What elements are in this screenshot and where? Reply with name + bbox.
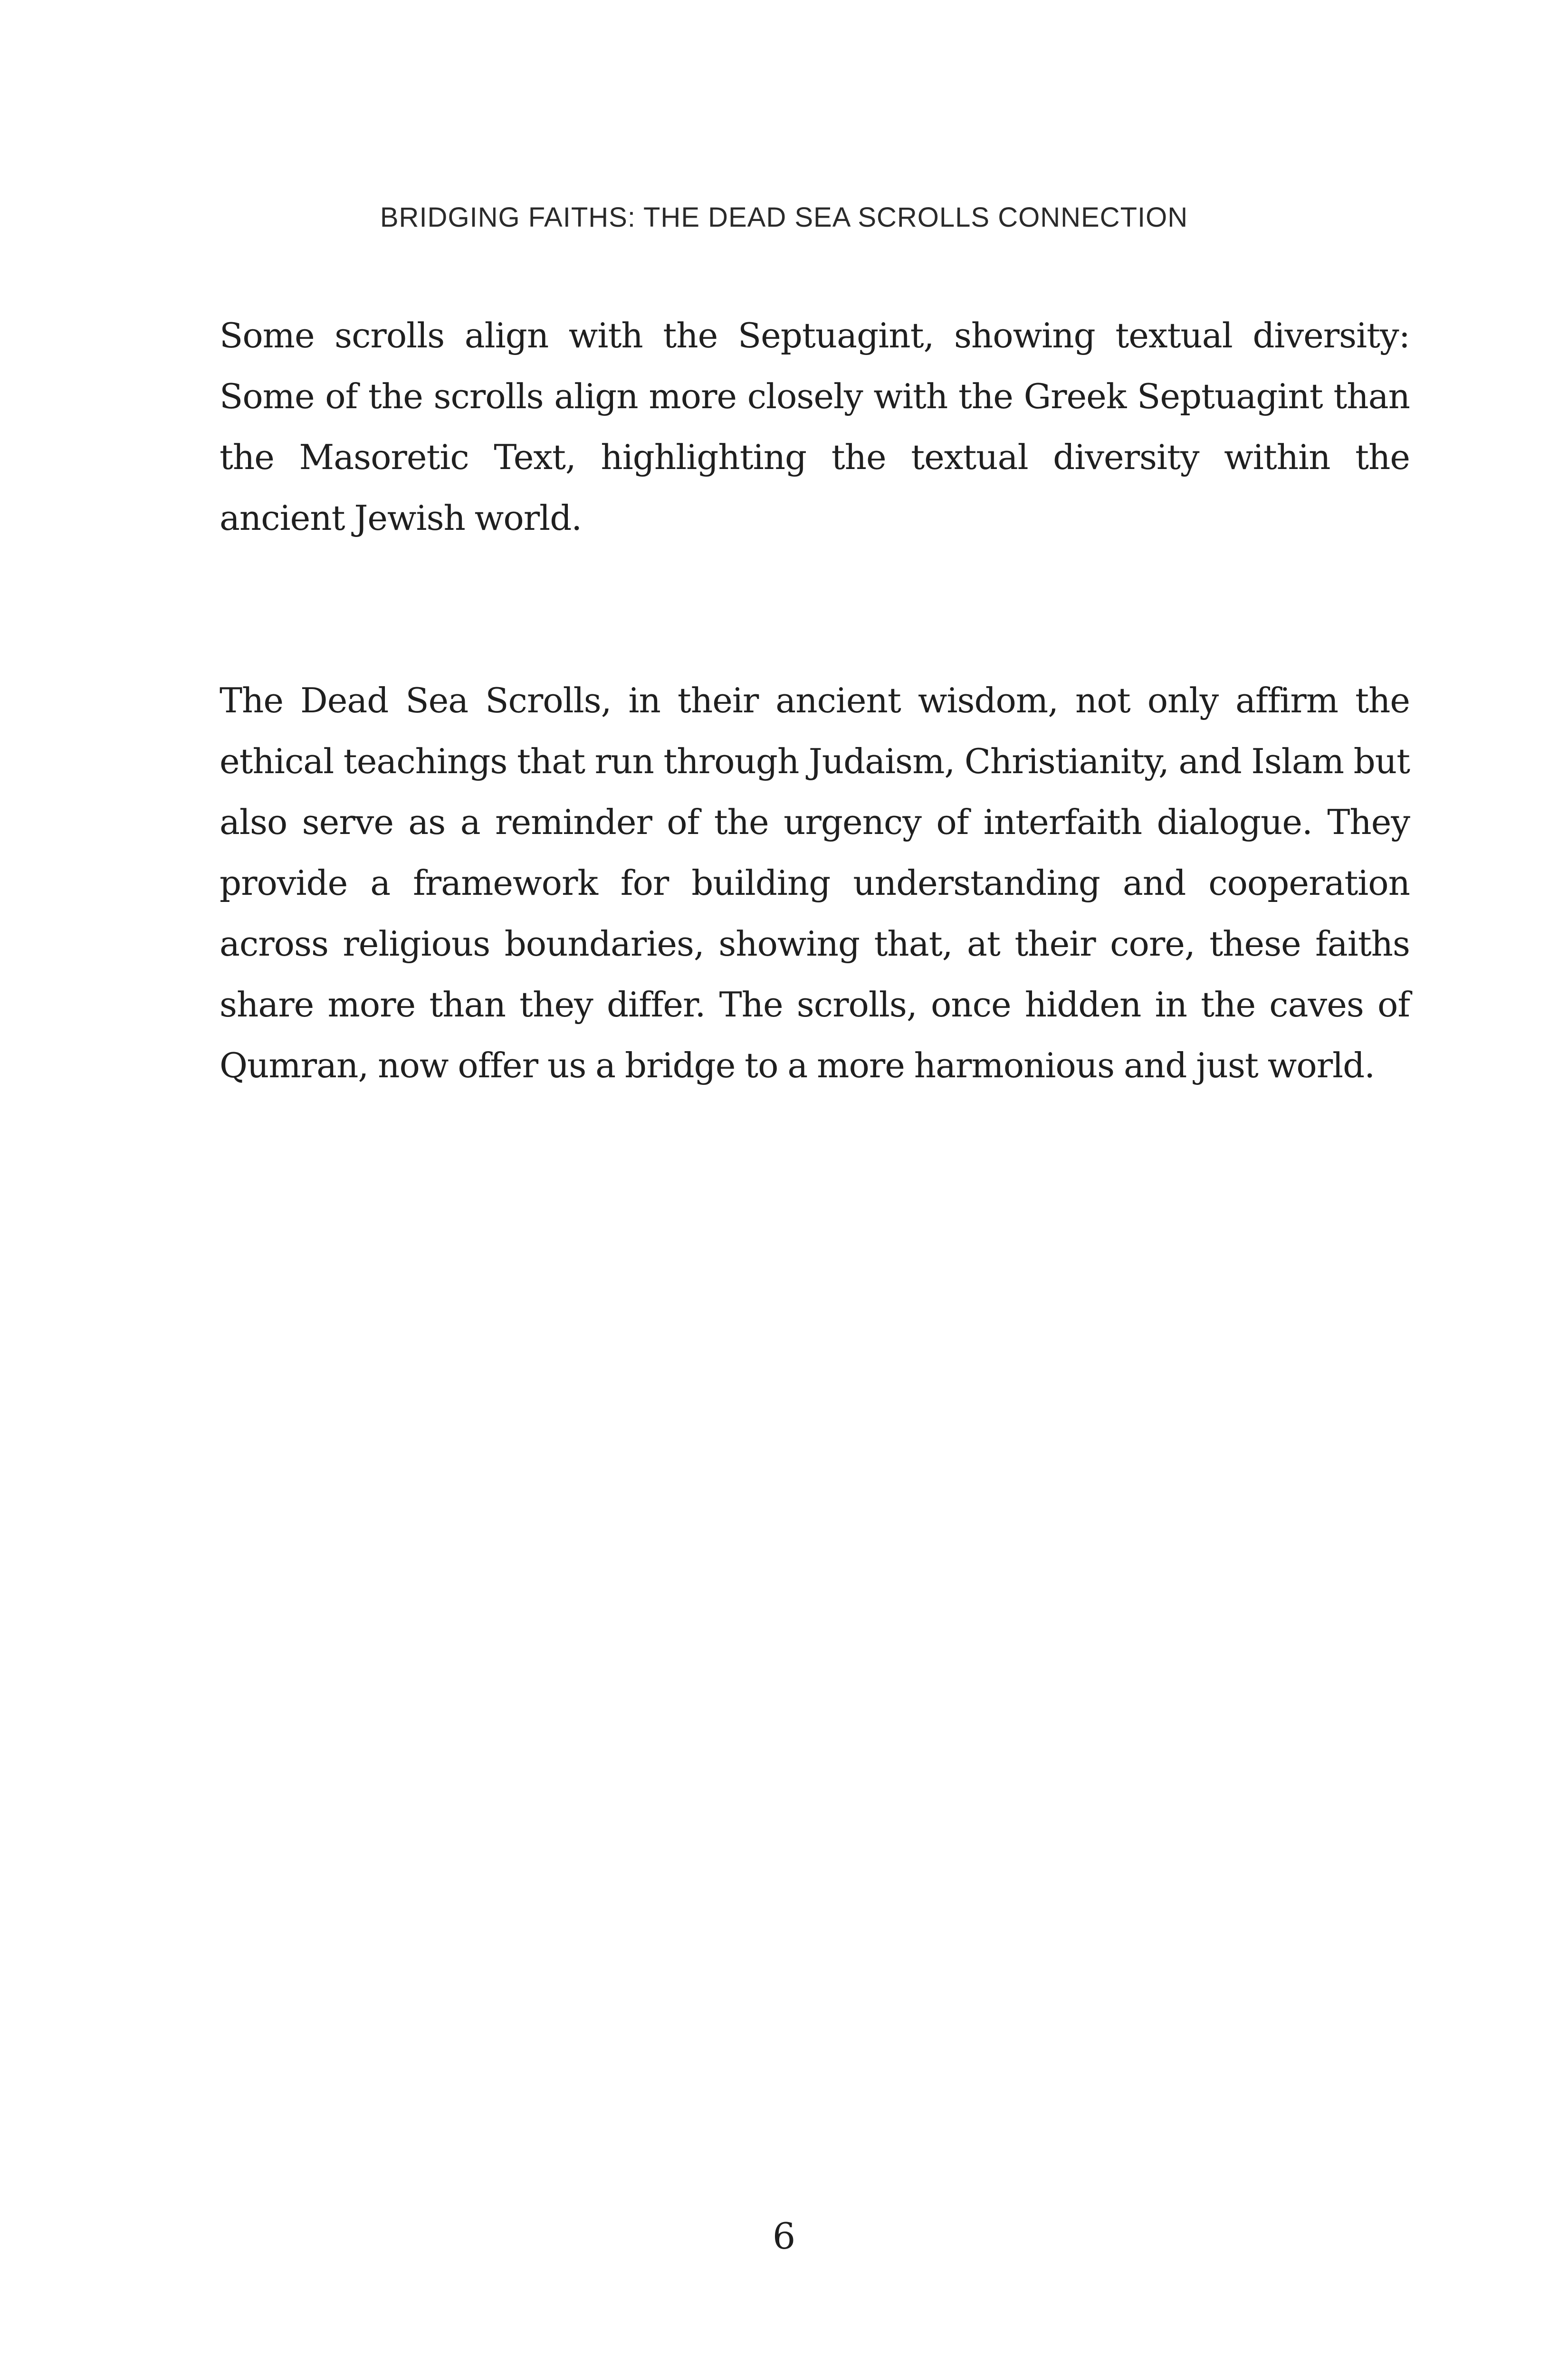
body-paragraph: The Dead Sea Scrolls, in their ancient wisdom, not only affirm the ethical teachings that run through Judaism, Christianity, and Islam but also serve as a reminder of the urgency of interfaith dialogue. They provide a framework for building understanding and cooperation across religious boundaries, showing that, at their core, these faiths share more than they differ. The scrolls, once hidden in the caves of Qumran, now offer us a bridge to a more harmonious and just world.	[220, 680, 1410, 1085]
running-header: BRIDGING FAITHS: THE DEAD SEA SCROLLS CONNECTION	[380, 202, 1188, 233]
body-paragraph: Some scrolls align with the Septuagint, showing textual diversity: Some of the scrolls align more closely with the Greek Septuagint than the Masoretic Text, highlighting the textual diversity within the ancient Jewish world.	[220, 316, 1410, 538]
page-number: 6	[772, 2215, 796, 2257]
